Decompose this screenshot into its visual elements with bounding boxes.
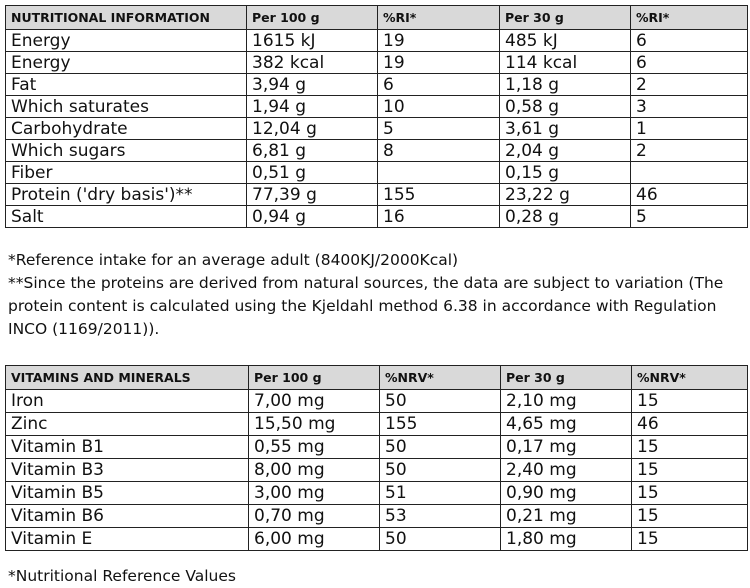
vitamin-row-per100: 8,00 mg bbox=[249, 459, 380, 482]
vitamin-row-nrv100: 155 bbox=[380, 413, 501, 436]
vitamin-row-per30: 0,90 mg bbox=[501, 482, 632, 505]
vitamin-row-per100: 0,55 mg bbox=[249, 436, 380, 459]
vitamin-row-per30: 2,40 mg bbox=[501, 459, 632, 482]
nutrient-row-ri30: 46 bbox=[631, 184, 748, 206]
nutrient-row-per100: 77,39 g bbox=[247, 184, 378, 206]
vitamin-row-per30: 1,80 mg bbox=[501, 528, 632, 551]
nutrition-header-per100: Per 100 g bbox=[247, 6, 378, 30]
nutrient-row-ri30: 3 bbox=[631, 96, 748, 118]
nutrient-row-ri30: 2 bbox=[631, 74, 748, 96]
nutrient-row-name: Protein ('dry basis')** bbox=[6, 184, 247, 206]
nutrient-row bbox=[6, 74, 748, 96]
vitamin-row-nrv100: 53 bbox=[380, 505, 501, 528]
vitamin-row-name: Zinc bbox=[6, 413, 249, 436]
vitamins-header-nrv30: %NRV* bbox=[632, 366, 748, 390]
vitamin-row bbox=[6, 390, 748, 413]
nutrient-row-per30: 0,15 g bbox=[500, 162, 631, 184]
vitamin-row-nrv100: 50 bbox=[380, 436, 501, 459]
nutrient-row-per100: 3,94 g bbox=[247, 74, 378, 96]
vitamin-row-nrv30: 46 bbox=[632, 413, 748, 436]
nutrient-row-name: Fiber bbox=[6, 162, 247, 184]
vitamin-row-nrv100: 50 bbox=[380, 528, 501, 551]
vitamin-row bbox=[6, 436, 748, 459]
vitamin-row-per100: 6,00 mg bbox=[249, 528, 380, 551]
nutrient-row-name: Salt bbox=[6, 206, 247, 228]
nutrient-row-per100: 1,94 g bbox=[247, 96, 378, 118]
nutrient-row-ri30: 6 bbox=[631, 52, 748, 74]
vitamin-row-name: Vitamin B5 bbox=[6, 482, 249, 505]
vitamin-row-nrv30: 15 bbox=[632, 459, 748, 482]
vitamins-header-per100: Per 100 g bbox=[249, 366, 380, 390]
vitamin-row-name: Vitamin E bbox=[6, 528, 249, 551]
nutrition-header-label: NUTRITIONAL INFORMATION bbox=[6, 6, 247, 30]
nutrient-row-name: Energy bbox=[6, 30, 247, 52]
nutrient-row-per100: 0,94 g bbox=[247, 206, 378, 228]
nutrient-row bbox=[6, 184, 748, 206]
vitamin-row-nrv100: 51 bbox=[380, 482, 501, 505]
nutrient-row-per30: 485 kJ bbox=[500, 30, 631, 52]
vitamins-header-nrv100: %NRV* bbox=[380, 366, 501, 390]
nutrient-row-name: Energy bbox=[6, 52, 247, 74]
protein-variation-note: **Since the proteins are derived from natural sources, the data are subject to variation (The protein content is calculated using the Kjeldahl method 6.38 in accordance with Regulation INCO (1169/2011)). bbox=[8, 274, 724, 338]
nutrition-header-ri100: %RI* bbox=[378, 6, 500, 30]
nutrition-table bbox=[5, 5, 748, 228]
vitamins-table bbox=[5, 365, 748, 551]
vitamin-row-nrv100: 50 bbox=[380, 390, 501, 413]
nutrient-row-name: Which sugars bbox=[6, 140, 247, 162]
nutrient-row-per30: 2,04 g bbox=[500, 140, 631, 162]
nutrient-row-per30: 114 kcal bbox=[500, 52, 631, 74]
vitamin-row-nrv100: 50 bbox=[380, 459, 501, 482]
vitamin-row-nrv30: 15 bbox=[632, 482, 748, 505]
nutrient-row-per30: 23,22 g bbox=[500, 184, 631, 206]
nutrient-row-name: Fat bbox=[6, 74, 247, 96]
vitamin-row-per30: 0,21 mg bbox=[501, 505, 632, 528]
nutrient-row bbox=[6, 30, 748, 52]
vitamin-row-name: Vitamin B1 bbox=[6, 436, 249, 459]
nutrient-row-ri30: 6 bbox=[631, 30, 748, 52]
nutrient-row-per100: 0,51 g bbox=[247, 162, 378, 184]
nutrient-row-ri30: 5 bbox=[631, 206, 748, 228]
nutrient-row-ri30: 1 bbox=[631, 118, 748, 140]
nutrient-row-ri30 bbox=[631, 162, 748, 184]
nutrient-row-ri100: 19 bbox=[378, 52, 500, 74]
nutrient-row-ri100: 19 bbox=[378, 30, 500, 52]
nutrient-row-ri100: 8 bbox=[378, 140, 500, 162]
vitamin-row-nrv30: 15 bbox=[632, 528, 748, 551]
vitamin-row bbox=[6, 482, 748, 505]
vitamin-row-per30: 0,17 mg bbox=[501, 436, 632, 459]
vitamin-row-per30: 4,65 mg bbox=[501, 413, 632, 436]
nutrient-row-per30: 3,61 g bbox=[500, 118, 631, 140]
vitamin-row-name: Vitamin B3 bbox=[6, 459, 249, 482]
nutrition-header-ri30: %RI* bbox=[631, 6, 748, 30]
vitamin-row bbox=[6, 528, 748, 551]
nutrient-row-per100: 1615 kJ bbox=[247, 30, 378, 52]
vitamin-row-nrv30: 15 bbox=[632, 436, 748, 459]
nutrition-header-per30: Per 30 g bbox=[500, 6, 631, 30]
nutrient-row bbox=[6, 52, 748, 74]
nutrition-header-row bbox=[6, 6, 748, 30]
vitamin-row bbox=[6, 505, 748, 528]
nutrient-row-per30: 0,58 g bbox=[500, 96, 631, 118]
nutrient-row-per100: 12,04 g bbox=[247, 118, 378, 140]
vitamin-row-nrv30: 15 bbox=[632, 390, 748, 413]
nutrient-row-ri100: 5 bbox=[378, 118, 500, 140]
vitamin-row-per30: 2,10 mg bbox=[501, 390, 632, 413]
nutrient-row bbox=[6, 206, 748, 228]
vitamin-row-name: Iron bbox=[6, 390, 249, 413]
nutrient-row bbox=[6, 96, 748, 118]
nrv-note: *Nutritional Reference Values bbox=[8, 567, 236, 585]
nutrient-row-ri100: 6 bbox=[378, 74, 500, 96]
vitamin-row bbox=[6, 413, 748, 436]
nutrient-row-ri30: 2 bbox=[631, 140, 748, 162]
vitamin-row-per100: 0,70 mg bbox=[249, 505, 380, 528]
vitamin-row-per100: 3,00 mg bbox=[249, 482, 380, 505]
vitamin-row bbox=[6, 459, 748, 482]
nutrient-row-name: Which saturates bbox=[6, 96, 247, 118]
vitamins-header-label: VITAMINS AND MINERALS bbox=[6, 366, 249, 390]
nutrient-row-per30: 0,28 g bbox=[500, 206, 631, 228]
vitamins-header-row bbox=[6, 366, 748, 390]
nutrient-row-ri100: 155 bbox=[378, 184, 500, 206]
reference-intake-note: *Reference intake for an average adult (8400KJ/2000Kcal) bbox=[8, 251, 459, 269]
vitamin-row-name: Vitamin B6 bbox=[6, 505, 249, 528]
nutrient-row-per100: 6,81 g bbox=[247, 140, 378, 162]
vitamin-row-nrv30: 15 bbox=[632, 505, 748, 528]
nutrient-row bbox=[6, 140, 748, 162]
nutrient-row bbox=[6, 118, 748, 140]
nutrient-row-ri100 bbox=[378, 162, 500, 184]
nutrient-row-name: Carbohydrate bbox=[6, 118, 247, 140]
nutrient-row bbox=[6, 162, 748, 184]
vitamin-row-per100: 15,50 mg bbox=[249, 413, 380, 436]
nutrient-row-ri100: 16 bbox=[378, 206, 500, 228]
nutrient-row-per30: 1,18 g bbox=[500, 74, 631, 96]
nutrient-row-per100: 382 kcal bbox=[247, 52, 378, 74]
vitamin-row-per100: 7,00 mg bbox=[249, 390, 380, 413]
nutrient-row-ri100: 10 bbox=[378, 96, 500, 118]
vitamins-header-per30: Per 30 g bbox=[501, 366, 632, 390]
